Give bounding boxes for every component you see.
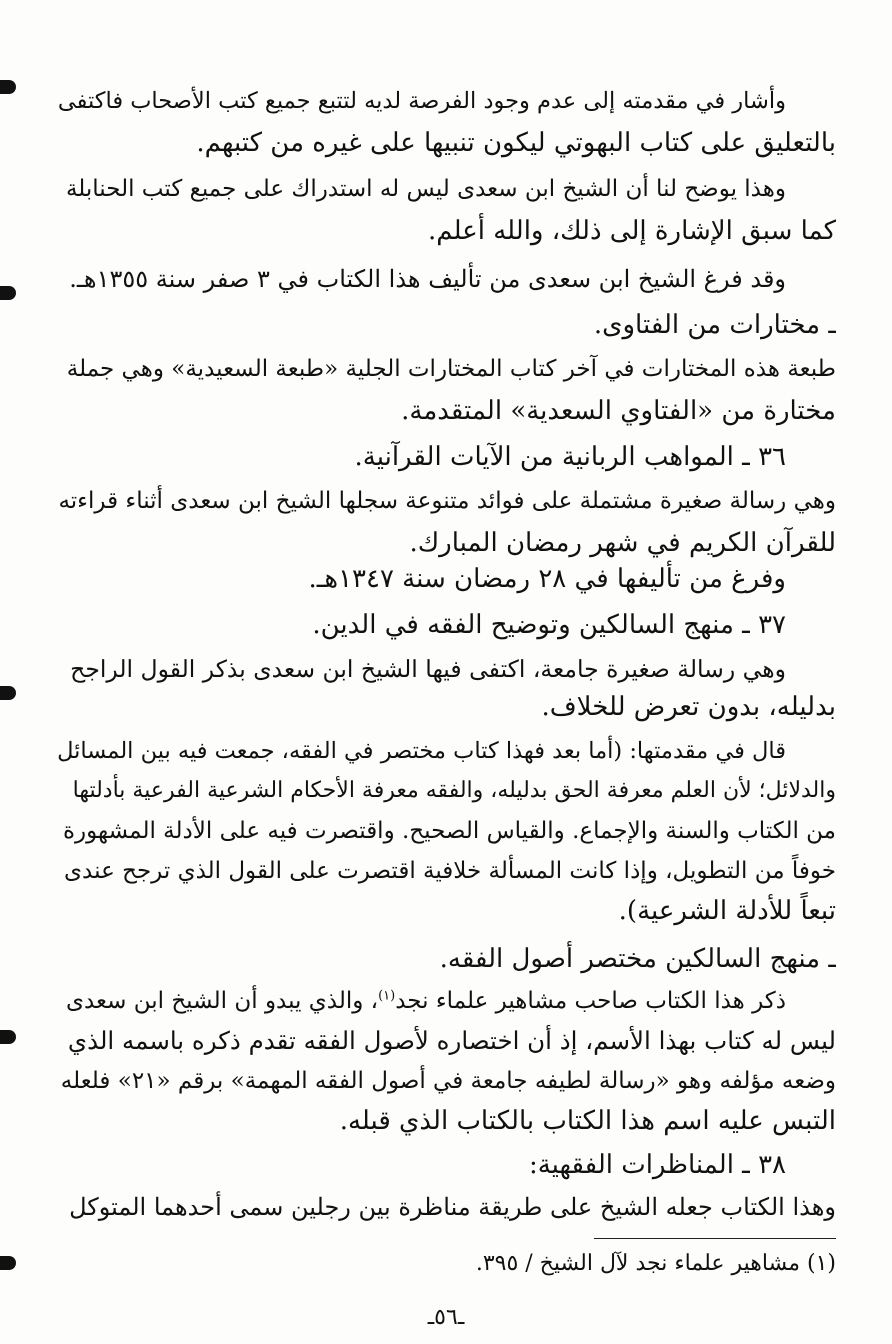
body-line: وهي رسالة صغيرة مشتملة على فوائد متنوعة سجلها الشيخ ابن سعدى أثناء قراءته <box>58 488 836 514</box>
binding-mark <box>0 1030 16 1044</box>
body-line: للقرآن الكريم في شهر رمضان المبارك. <box>409 528 836 558</box>
footnote: (١) مشاهير علماء نجد لآل الشيخ / ٣٩٥. <box>475 1251 836 1276</box>
body-line: خوفاً من التطويل، وإذا كانت المسألة خلافية اقتصرت على القول الذي ترجح عندى <box>64 858 836 884</box>
body-line: وفرغ من تأليفها في ٢٨ رمضان سنة ١٣٤٧هـ. <box>308 564 786 594</box>
body-line: وهذا يوضح لنا أن الشيخ ابن سعدى ليس له استدراك على جميع كتب الحنابلة <box>65 176 786 202</box>
section-heading: ٣٧ ـ منهج السالكين وتوضيح الفقه في الدين. <box>312 610 786 640</box>
body-line: التبس عليه اسم هذا الكتاب بالكتاب الذي قبله. <box>339 1106 836 1136</box>
body-line: مختارة من «الفتاوي السعدية» المتقدمة. <box>401 396 836 426</box>
section-heading: ٣٨ ـ المناظرات الفقهية: <box>528 1150 786 1180</box>
body-line: تبعاً للأدلة الشرعية). <box>618 896 836 926</box>
body-line: وقد فرغ الشيخ ابن سعدى من تأليف هذا الكتاب في ٣ صفر سنة ١٣٥٥هـ. <box>69 265 786 293</box>
body-line: وأشار في مقدمته إلى عدم وجود الفرصة لديه لتتبع جميع كتب الأصحاب فاكتفى <box>57 88 786 114</box>
body-line: ليس له كتاب بهذا الأسم، إذ أن اختصاره لأصول الفقه تقدم ذكره باسمه الذي <box>67 1026 836 1055</box>
body-line: طبعة هذه المختارات في آخر كتاب المختارات الجلية «طبعة السعيدية» وهي جملة <box>66 356 836 382</box>
body-line: والدلائل؛ لأن العلم معرفة الحق بدليله، والفقه معرفة الأحكام الشرعية الفرعية بأدلتها <box>72 778 836 803</box>
body-line: وهذا الكتاب جعله الشيخ على طريقة مناظرة بين رجلين سمى أحدهما المتوكل <box>69 1193 836 1221</box>
binding-mark <box>0 286 16 300</box>
binding-mark <box>0 686 16 700</box>
body-line: من الكتاب والسنة والإجماع. والقياس الصحيح. واقتصرت فيه على الأدلة المشهورة <box>63 818 836 844</box>
body-line: وضعه مؤلفه وهو «رسالة لطيفه جامعة في أصول الفقه المهمة» برقم «٢١» فلعله <box>60 1068 836 1094</box>
section-heading: ـ منهج السالكين مختصر أصول الفقه. <box>439 944 836 974</box>
section-heading: ـ مختارات من الفتاوى. <box>593 310 836 340</box>
line-text: ، والذي يبدو أن الشيخ ابن سعدى <box>65 988 379 1014</box>
footnote-marker: (١) <box>378 988 396 1004</box>
line-text: ذكر هذا الكتاب صاحب مشاهير علماء نجد <box>395 988 786 1014</box>
body-line: بالتعليق على كتاب البهوتي ليكون تنبيها على غيره من كتبهم. <box>196 128 836 158</box>
body-line: بدليله، بدون تعرض للخلاف. <box>541 692 836 722</box>
binding-mark <box>0 80 16 94</box>
body-line: كما سبق الإشارة إلى ذلك، والله أعلم. <box>428 216 836 246</box>
binding-mark <box>0 1256 16 1270</box>
section-heading: ٣٦ ـ المواهب الربانية من الآيات القرآنية. <box>354 442 786 472</box>
body-line: وهي رسالة صغيرة جامعة، اكتفى فيها الشيخ ابن سعدى بذكر القول الراجح <box>70 655 786 683</box>
page-number: ـ٥٦ـ <box>427 1305 465 1330</box>
body-line: قال في مقدمتها: (أما بعد فهذا كتاب مختصر في الفقه، جمعت فيه بين المسائل <box>57 738 786 764</box>
footnote-rule <box>594 1238 836 1239</box>
